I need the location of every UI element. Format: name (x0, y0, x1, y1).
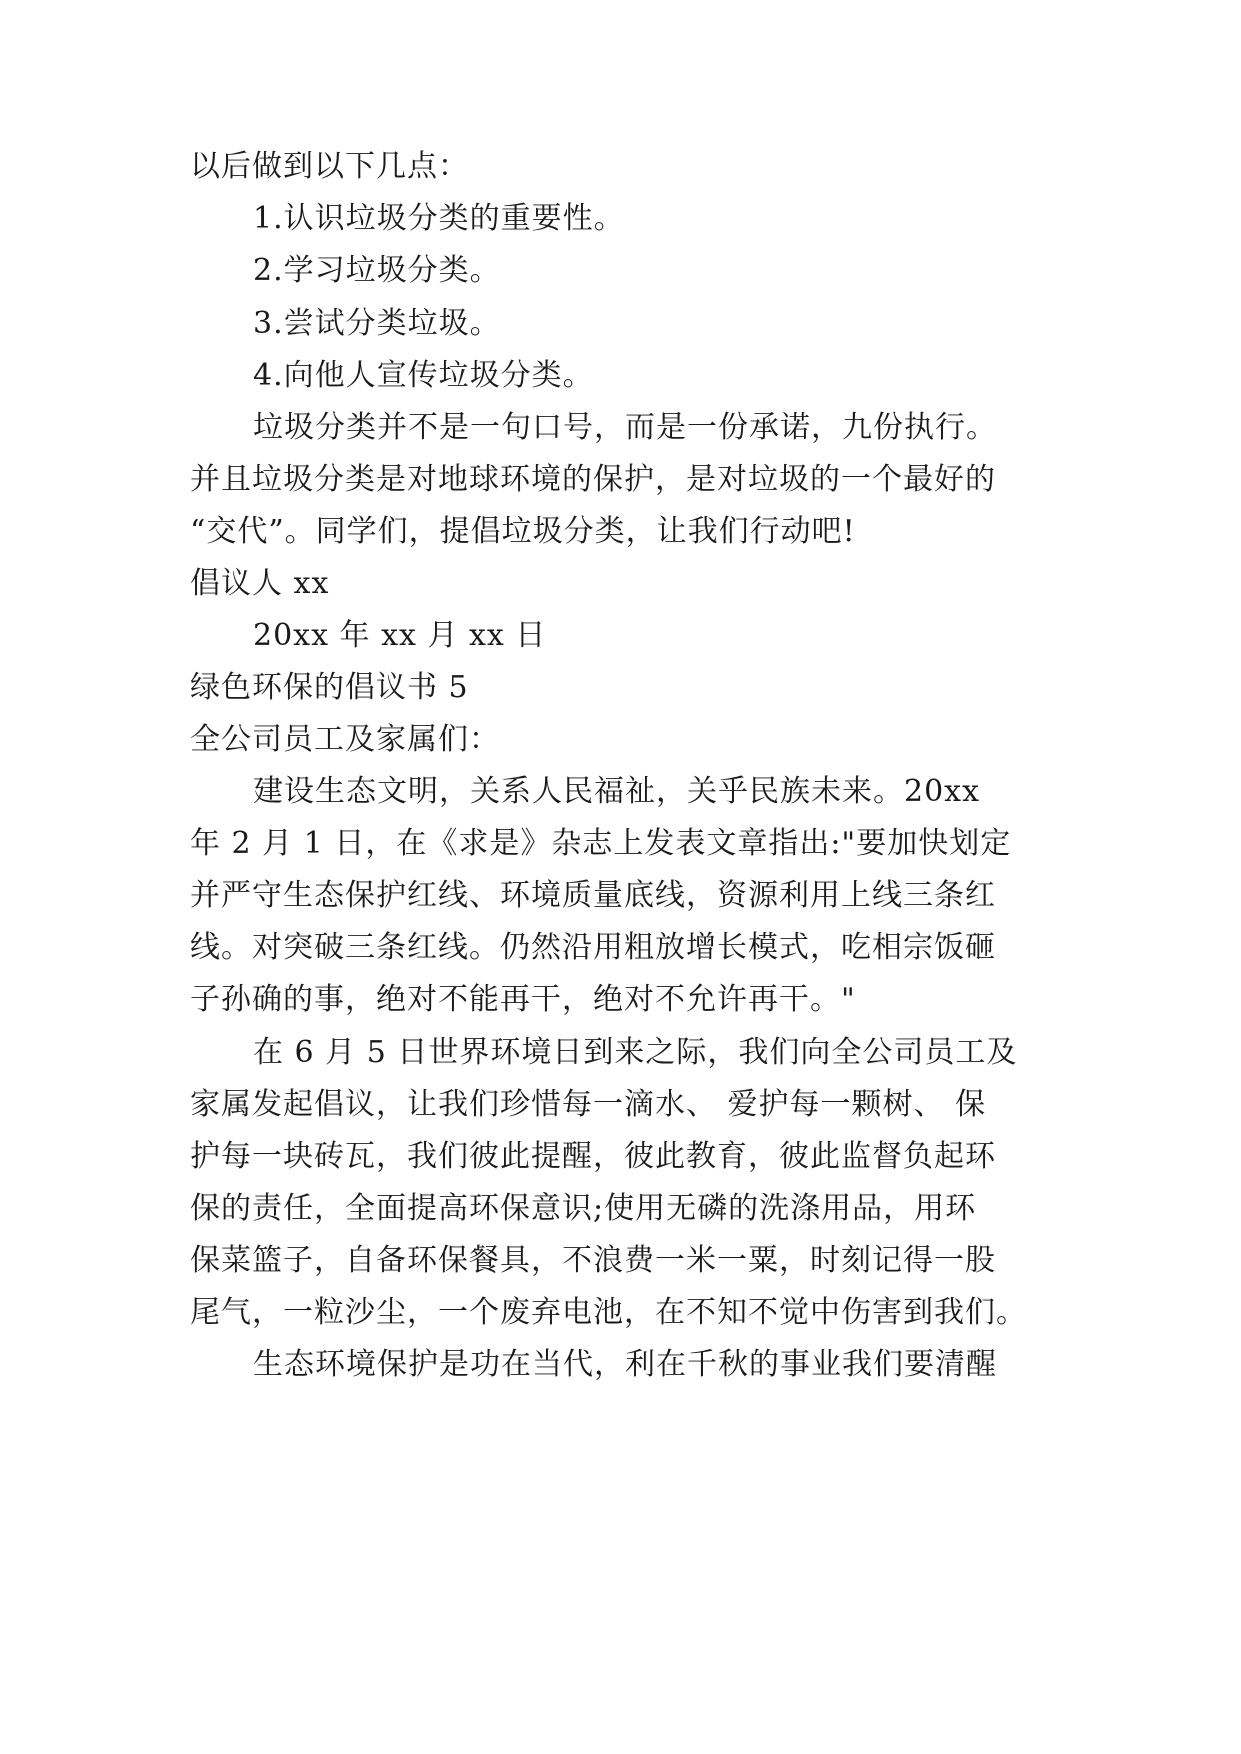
paragraph-line: 保的责任，全面提高环保意识;使用无磷的洗涤用品，用环 (190, 1191, 977, 1226)
paragraph-line: 护每一块砖瓦，我们彼此提醒，彼此教育，彼此监督负起环 (190, 1139, 996, 1174)
list-item-1: 1.认识垃圾分类的重要性。 (253, 201, 625, 236)
section-title: 绿色环保的倡议书 5 (190, 670, 469, 705)
intro-line: 以后做到以下几点： (190, 149, 469, 184)
paragraph-line: 建设生态文明，关系人民福祉，关乎民族未来。20xx (253, 774, 981, 809)
paragraph-line: 保菜篮子，自备环保餐具，不浪费一米一粟，时刻记得一股 (190, 1243, 996, 1278)
paragraph-line: “交代”。同学们，提倡垃圾分类，让我们行动吧! (190, 514, 856, 549)
paragraph-line: 并严守生态保护红线、环境质量底线，资源利用上线三条红 (190, 878, 996, 913)
paragraph-line: 生态环境保护是功在当代，利在千秋的事业我们要清醒 (253, 1347, 997, 1382)
paragraph-line: 尾气，一粒沙尘，一个废弃电池，在不知不觉中伤害到我们。 (190, 1295, 1027, 1330)
paragraph-line: 年 2 月 1 日，在《求是》杂志上发表文章指出:"要加快划定 (190, 826, 1012, 861)
paragraph-line: 并且垃圾分类是对地球环境的保护，是对垃圾的一个最好的 (190, 462, 996, 497)
list-item-3: 3.尝试分类垃圾。 (253, 306, 501, 341)
signature-line: 倡议人 xx (190, 566, 330, 601)
list-item-4: 4.向他人宣传垃圾分类。 (253, 358, 594, 393)
paragraph-line: 在 6 月 5 日世界环境日到来之际，我们向全公司员工及 (253, 1035, 1018, 1070)
paragraph-line: 子孙确的事，绝对不能再干，绝对不允许再干。" (190, 982, 856, 1017)
paragraph-line: 线。对突破三条红线。仍然沿用粗放增长模式，吃相宗饭砸 (190, 930, 996, 965)
paragraph-line: 垃圾分类并不是一句口号，而是一份承诺，九份执行。 (253, 410, 997, 445)
list-item-2: 2.学习垃圾分类。 (253, 253, 501, 288)
paragraph-line: 家属发起倡议，让我们珍惜每一滴水、 爱护每一颗树、 保 (190, 1087, 987, 1122)
salutation: 全公司员工及家属们： (190, 722, 500, 757)
date-line: 20xx 年 xx 月 xx 日 (253, 618, 547, 653)
